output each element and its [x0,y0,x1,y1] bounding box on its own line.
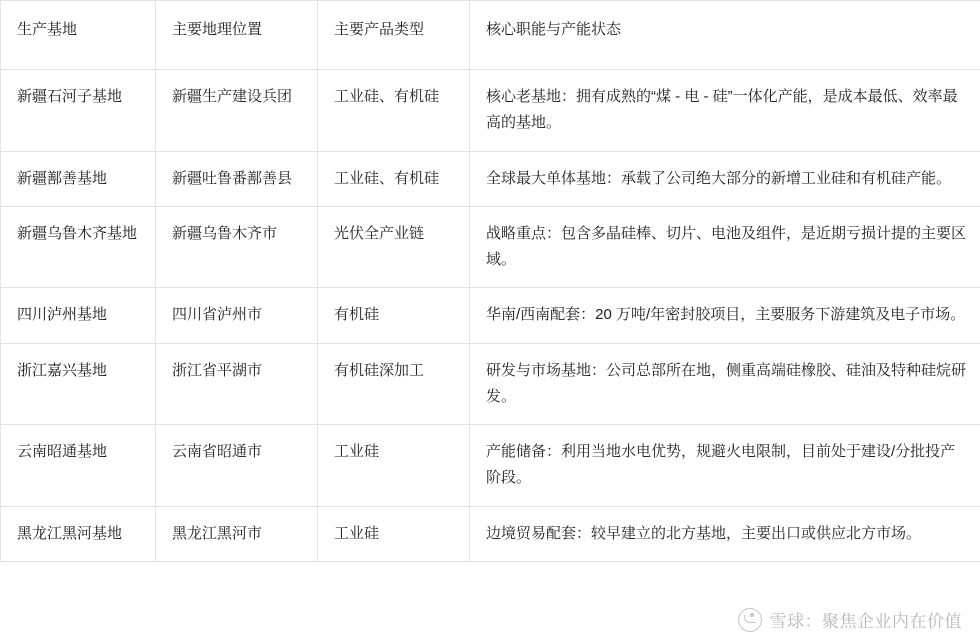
cell-status: 产能储备：利用当地水电优势，规避火电限制，目前处于建设/分批投产阶段。 [470,425,980,507]
column-header-status: 核心职能与产能状态 [470,1,980,70]
cell-product: 光伏全产业链 [318,206,470,288]
watermark [738,607,963,632]
column-header-location: 主要地理位置 [156,1,318,70]
cell-base: 新疆石河子基地 [1,70,156,152]
table-row [1,288,980,343]
cell-base: 云南昭通基地 [1,425,156,507]
table-row [1,206,980,288]
cell-location: 新疆乌鲁木齐市 [156,206,318,288]
cell-base: 新疆乌鲁木齐基地 [1,206,156,288]
cell-location: 新疆生产建设兵团 [156,70,318,152]
cell-location: 云南省昭通市 [156,425,318,507]
snowball-logo-icon [738,608,762,632]
column-header-base: 生产基地 [1,1,156,70]
cell-location: 浙江省平湖市 [156,343,318,425]
table-row [1,70,980,152]
cell-product: 工业硅 [318,506,470,561]
table-header-row [1,1,980,70]
cell-status: 核心老基地：拥有成熟的“煤 - 电 - 硅”一体化产能，是成本最低、效率最高的基地。 [470,70,980,152]
table-row [1,425,980,507]
cell-base: 黑龙江黑河基地 [1,506,156,561]
table-row [1,343,980,425]
table-body [1,70,980,562]
cell-location: 黑龙江黑河市 [156,506,318,561]
cell-status: 边境贸易配套：较早建立的北方基地，主要出口或供应北方市场。 [470,506,980,561]
cell-product: 工业硅、有机硅 [318,70,470,152]
cell-status: 战略重点：包含多晶硅棒、切片、电池及组件，是近期亏损计提的主要区域。 [470,206,980,288]
table-row [1,151,980,206]
table-row [1,506,980,561]
cell-base: 新疆鄯善基地 [1,151,156,206]
cell-product: 有机硅 [318,288,470,343]
cell-status: 全球最大单体基地：承载了公司绝大部分的新增工业硅和有机硅产能。 [470,151,980,206]
cell-base: 四川泸州基地 [1,288,156,343]
cell-base: 浙江嘉兴基地 [1,343,156,425]
cell-status: 研发与市场基地：公司总部所在地，侧重高端硅橡胶、硅油及特种硅烷研发。 [470,343,980,425]
cell-product: 工业硅 [318,425,470,507]
cell-location: 四川省泸州市 [156,288,318,343]
cell-location: 新疆吐鲁番鄯善县 [156,151,318,206]
table-header [1,1,980,70]
cell-product: 有机硅深加工 [318,343,470,425]
cell-status: 华南/西南配套：20 万吨/年密封胶项目，主要服务下游建筑及电子市场。 [470,288,980,343]
column-header-product: 主要产品类型 [318,1,470,70]
cell-product: 工业硅、有机硅 [318,151,470,206]
watermark-text: 雪球：聚焦企业内在价值 [769,612,962,631]
